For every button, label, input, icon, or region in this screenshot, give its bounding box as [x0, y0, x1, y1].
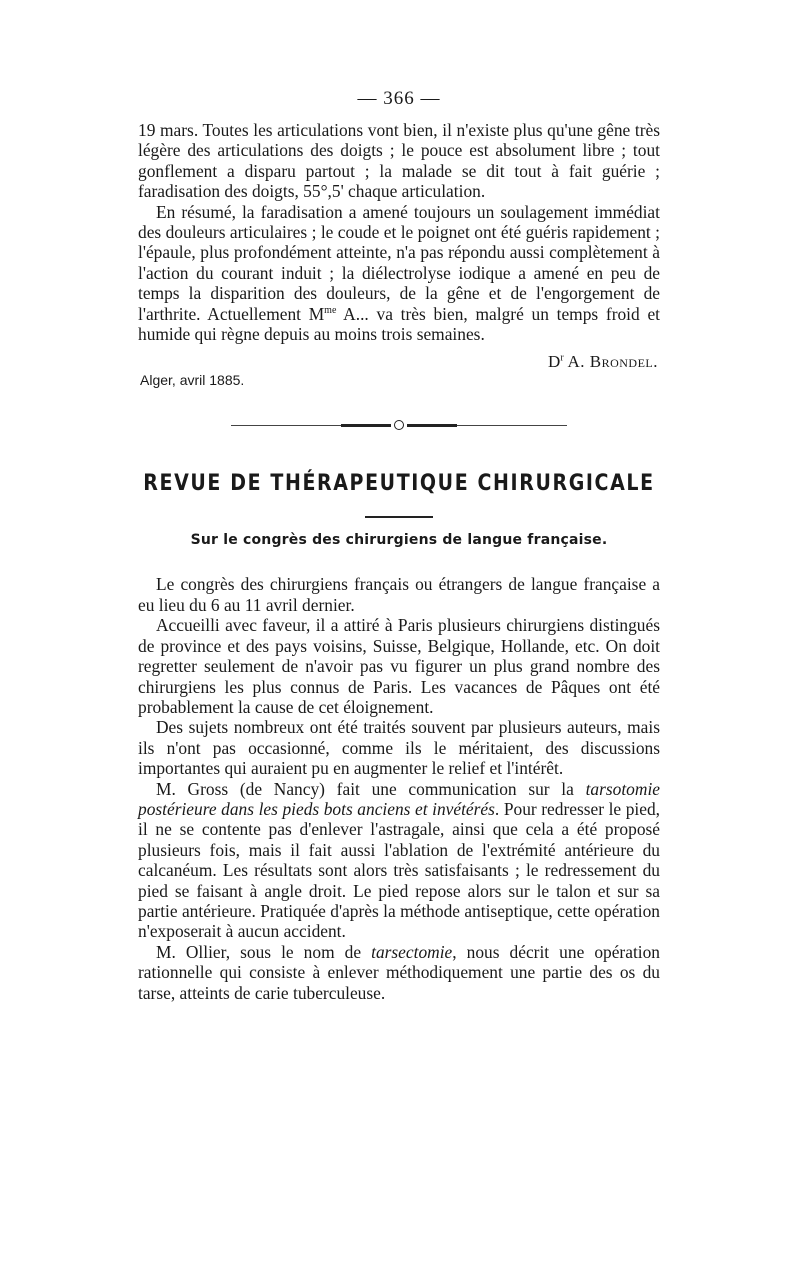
ornament-dot — [394, 420, 404, 430]
dateline: Alger, avril 1885. — [140, 372, 245, 389]
ornament-line-left — [231, 425, 341, 426]
signature-name: A. Brondel. — [563, 352, 658, 372]
signature — [138, 352, 660, 372]
gross-text-b: . Pour redresser le pied, il ne se contente pas d'enlever l'astragale, ainsi que cela a été proposé plusieurs fois, mais il fait aussi l'ablation de l'extrémité antérieure du calcanéum. Les résultats sont alors très satisfaisants ; le redressement du pied se faisant à angle droit. Le pied repose alors sur le talon et sur sa partie antérieure. Pratiquée d'après la méthode antiseptique, cette opération n'exposerait à aucun accident. — [138, 798, 661, 942]
paragraph-gross — [138, 779, 660, 942]
ornament-line-right — [457, 425, 567, 426]
ornament-divider — [138, 420, 660, 430]
resume-text-a: En résumé, la faradisation a amené toujours un soulagement immédiat des douleurs articulaires ; le coude et le poignet ont été guéris rapidement ; l'épaule, plus profondément atteinte, n'a pas répondu aussi complètement à l'action du courant induit ; la diélectrolyse iodique a amené en peu de temps la disparition des douleurs, de la gêne et de l'engorgement de l'arthrite. Actuellement M — [138, 201, 660, 324]
ollier-text-b: , nous décrit une opération rationnelle qui consiste à enlever méthodiquement une partie des os du tarse, atteints de carie tuberculeuse. — [138, 941, 660, 1003]
section-title: REVUE DE THÉRAPEUTIQUE CHIRURGICALE — [143, 470, 655, 497]
title-rule — [365, 516, 433, 518]
page — [138, 88, 660, 1003]
resume-text-b: A... va très bien, malgré un temps froid et humide qui règne depuis au moins trois semaines. — [138, 303, 660, 345]
paragraph-ollier — [138, 942, 660, 1003]
ornament-thick-right — [407, 424, 457, 427]
signature-sup: r — [560, 352, 564, 364]
paragraph-resume — [138, 202, 660, 345]
gross-text-a: M. Gross (de Nancy) fait une communication sur la — [156, 778, 586, 799]
signature-prefix: D — [548, 352, 561, 372]
page-number: — 366 — — [357, 88, 441, 109]
ornament-thick-left — [341, 424, 391, 427]
madame-superscript: me — [324, 304, 337, 316]
gross-title-italic: tarsotomie postérieure dans les pieds bots anciens et invétérés — [138, 778, 660, 819]
ollier-text-a: M. Ollier, sous le nom de — [156, 941, 372, 962]
paragraph-19-mars: 19 mars. Toutes les articulations vont bien, il n'existe plus qu'une gêne très légère des articulations des doigts ; le pouce est absolument libre ; tout gonflement a disparu partout ; la malade se dit tout à fait guérie ; faradisation des doigts, 55°,5' chaque articulation. — [138, 120, 660, 202]
paragraph-congres: Le congrès des chirurgiens français ou étrangers de langue française a eu lieu du 6 au 11 avril dernier. — [138, 574, 660, 615]
paragraph-sujets: Des sujets nombreux ont été traités souvent par plusieurs auteurs, mais ils n'ont pas occasionné, comme ils le méritaient, des discussions importantes qui auraient pu en augmenter le relief et l'intérêt. — [138, 717, 660, 779]
ollier-title-italic: tarsectomie — [371, 941, 453, 962]
paragraph-accueilli: Accueilli avec faveur, il a attiré à Paris plusieurs chirurgiens distingués de province et des pays voisins, Suisse, Belgique, Hollande, etc. On doit regretter seulement de n'avoir pas vu figurer un plus grand nombre des chirurgiens les plus connus de Paris. Les vacances de Pâques ont été probablement la cause de cet éloignement. — [138, 615, 660, 717]
section-subtitle: Sur le congrès des chirurgiens de langue française. — [190, 532, 608, 549]
